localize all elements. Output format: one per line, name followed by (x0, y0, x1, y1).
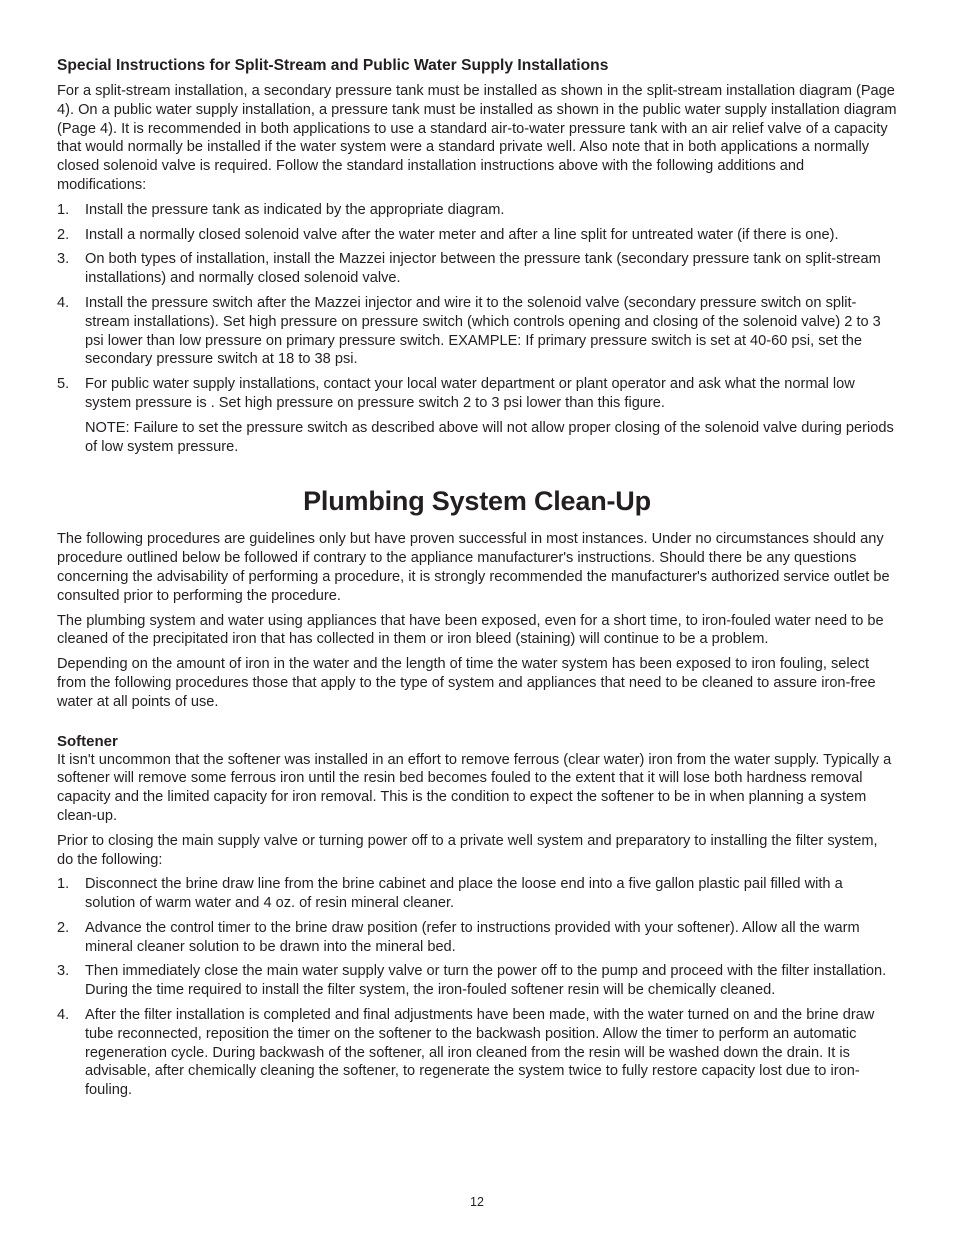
list-item-text: Install the pressure tank as indicated by the appropriate diagram. (85, 201, 505, 218)
softener-paragraph: It isn't uncommon that the softener was installed in an effort to remove ferrous (clear water) iron from the water supply. Typically a softener will remove some ferrous iron until the resin bed becomes fouled to the extent that it will lose both hardness removal capacity and the limited capacity for iron removal. This is the condition to expect the softener to be in when planning a system clean-up. (57, 751, 892, 824)
list-item (57, 250, 897, 288)
list-item (57, 875, 897, 913)
list-number: 1. (57, 876, 70, 893)
list-item (57, 962, 897, 1000)
list-item-text: After the filter installation is completed and final adjustments have been made, with the water turned on and the brine draw tube reconnected, reposition the timer on the softener to the backwash position. Allow the timer to perform an automatic regeneration cycle. During backwash of the softener, all iron cleaned from the resin will be washed down the drain. It is advisable, after chemically cleaning the softener, to regenerate the system twice to fully restore capacity lost due to iron-fouling. (85, 1007, 875, 1099)
list-number: 4. (57, 1007, 70, 1024)
special-instructions-steps (57, 201, 897, 413)
cleanup-paragraph: Depending on the amount of iron in the water and the length of time the water system has been exposed to iron fouling, select from the following procedures those that apply to the type of system and appliances that need to be cleaned to assure iron-free water at all points of use. (57, 656, 876, 710)
page-title: Plumbing System Clean-Up (303, 486, 651, 517)
softener-heading: Softener (57, 732, 118, 750)
list-item-text: Advance the control timer to the brine draw position (refer to instructions provided with your softener). Allow all the warm mineral cleaner solution to be drawn into the mineral bed. (85, 919, 860, 955)
softener-steps (57, 875, 897, 1100)
pressure-switch-note: NOTE: Failure to set the pressure switch as described above will not allow proper closing of the solenoid valve during periods of low system pressure. (85, 419, 894, 455)
list-item (57, 294, 897, 369)
special-instructions-intro: For a split-stream installation, a secondary pressure tank must be installed as shown in the split-stream installation diagram (Page 4). On a public water supply installation, a pressure tank must be installed as shown in the public water supply installation diagram (Page 4). It is recommended in both applications to use a standard air-to-water pressure tank with an air relief valve of a capacity that would normally be installed if the water system were a standard private well. Also note that in both applications a normally closed solenoid valve is required. Follow the standard installation instructions above with the following additions and modifications: (57, 83, 897, 193)
list-item (57, 201, 897, 220)
list-number: 2. (57, 226, 70, 243)
list-item-text: Install a normally closed solenoid valve after the water meter and after a line split for untreated water (if there is one). (85, 226, 839, 243)
list-item-text: Disconnect the brine draw line from the brine cabinet and place the loose end into a five gallon plastic pail filled with a solution of warm water and 4 oz. of resin mineral cleaner. (85, 876, 843, 912)
list-item-text: On both types of installation, install the Mazzei injector between the pressure tank (secondary pressure tank on split-stream installations) and normally closed solenoid valve. (85, 251, 881, 287)
list-number: 5. (57, 376, 70, 393)
softener-paragraph: Prior to closing the main supply valve or turning power off to a private well system and preparatory to installing the filter system, do the following: (57, 832, 878, 868)
list-number: 2. (57, 919, 70, 936)
list-item (57, 1006, 897, 1100)
list-number: 1. (57, 201, 70, 218)
list-item-text: Install the pressure switch after the Mazzei injector and wire it to the solenoid valve (secondary pressure switch on split-stream installations). Set high pressure on pressure switch (which controls opening and closing of the solenoid valve) 2 to 3 psi lower than low pressure on primary pressure switch. EXAMPLE: If primary pressure switch is set at 40-60 psi, set the secondary pressure switch at 18 to 38 psi. (85, 294, 881, 368)
special-instructions-heading: Special Instructions for Split-Stream and Public Water Supply Installations (57, 57, 609, 74)
cleanup-paragraph: The following procedures are guidelines only but have proven successful in most instances. Under no circumstances should any procedure outlined below be followed if contrary to the appliance manufacturer's instructions. Should there be any questions concerning the advisability of performing a procedure, it is strongly recommended the manufacturer's authorized service outlet be consulted prior to performing the procedure. (57, 531, 890, 604)
list-number: 3. (57, 963, 70, 980)
list-item (57, 375, 897, 413)
cleanup-paragraph: The plumbing system and water using appliances that have been exposed, even for a short time, to iron-fouled water need to be cleaned of the precipitated iron that has collected in them or iron bleed (staining) will continue to be a problem. (57, 612, 884, 648)
list-item (57, 226, 897, 245)
list-item-text: Then immediately close the main water supply valve or turn the power off to the pump and proceed with the filter installation. During the time required to install the filter system, the iron-fouled softener resin will be chemically cleaned. (85, 963, 887, 999)
list-item-text: For public water supply installations, contact your local water department or plant operator and ask what the normal low system pressure is . Set high pressure on pressure switch 2 to 3 psi lower than this figure. (85, 376, 855, 411)
list-number: 4. (57, 294, 70, 311)
document-page (57, 56, 897, 1106)
list-item (57, 919, 897, 957)
page-number: 12 (470, 1195, 484, 1209)
list-number: 3. (57, 251, 70, 268)
